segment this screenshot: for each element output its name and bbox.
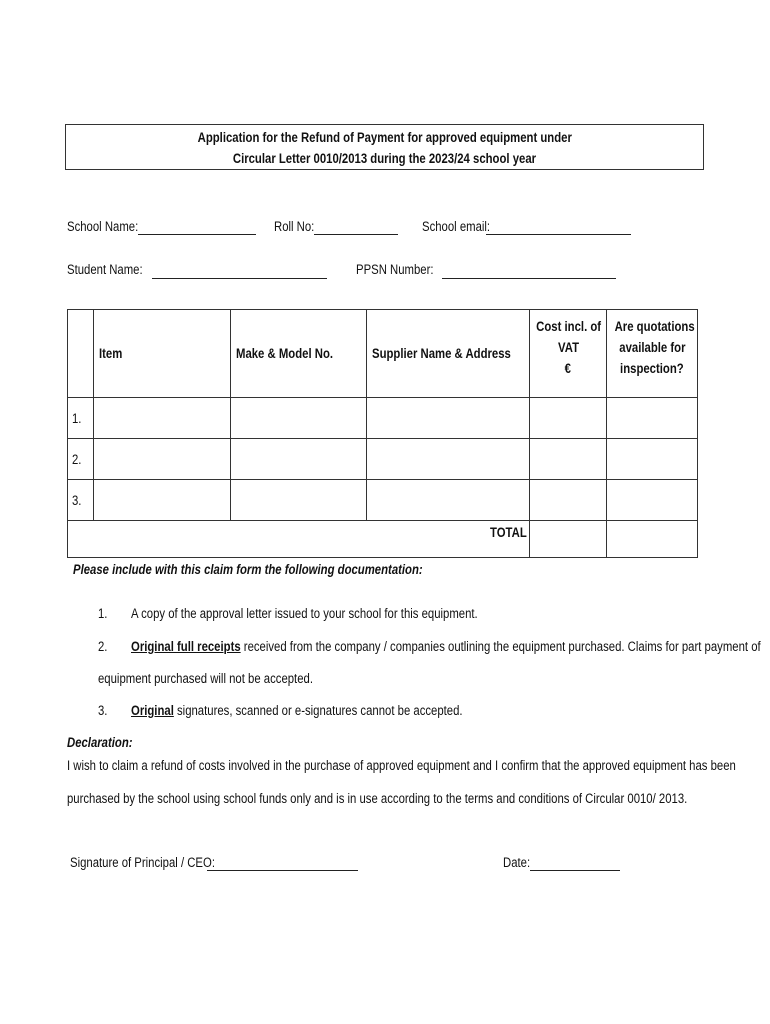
header-number (68, 310, 94, 398)
doc-item2-number: 2. (98, 639, 108, 654)
doc-item3-text: Original signatures, scanned or e-signatures cannot be accepted. (131, 703, 463, 718)
cell-supplier[interactable] (367, 398, 530, 439)
roll-no-field[interactable] (314, 234, 398, 235)
row-number: 3. (68, 480, 94, 521)
table-header-row (68, 310, 698, 398)
student-name-label: Student Name: (67, 262, 143, 277)
student-name-field[interactable] (152, 278, 327, 279)
cell-total-cost[interactable] (530, 521, 607, 558)
date-label: Date: (503, 855, 531, 870)
doc-item1-number: 1. (98, 606, 108, 621)
ppsn-label: PPSN Number: (356, 262, 434, 277)
cell-item[interactable] (94, 480, 231, 521)
form-title-line2: Circular Letter 0010/2013 during the 2023/24 school year (232, 151, 537, 166)
cell-quotations[interactable] (607, 398, 698, 439)
cell-quotations[interactable] (607, 480, 698, 521)
header-supplier: Supplier Name & Address (367, 310, 530, 398)
school-name-label: School Name: (67, 219, 139, 234)
cell-make-model[interactable] (231, 439, 367, 480)
declaration-line1: I wish to claim a refund of costs involved in the purchase of approved equipment and I confirm that the approved equipment has been (67, 758, 736, 773)
cell-supplier[interactable] (367, 480, 530, 521)
header-cost: Cost incl. of VAT € (530, 310, 607, 398)
cell-cost[interactable] (530, 480, 607, 521)
cell-make-model[interactable] (231, 480, 367, 521)
form-title-line1: Application for the Refund of Payment for approved equipment under (197, 130, 572, 145)
school-email-field[interactable] (486, 234, 631, 235)
form-title-box (65, 124, 704, 170)
row-number: 2. (68, 439, 94, 480)
row-number: 1. (68, 398, 94, 439)
table-row (68, 480, 698, 521)
table-row (68, 439, 698, 480)
table-row (68, 398, 698, 439)
doc-item2-continuation: equipment purchased will not be accepted. (98, 671, 313, 686)
declaration-line2: purchased by the school using school funds only and is in use according to the terms and conditions of Circular 0010/ 2013. (67, 791, 688, 806)
roll-no-label: Roll No: (274, 219, 315, 234)
table-total-row (68, 521, 698, 558)
cell-total-quotations[interactable] (607, 521, 698, 558)
school-name-field[interactable] (138, 234, 256, 235)
cell-item[interactable] (94, 398, 231, 439)
documentation-heading: Please include with this claim form the following documentation: (73, 562, 423, 577)
cell-quotations[interactable] (607, 439, 698, 480)
ppsn-field[interactable] (442, 278, 616, 279)
principal-signature-field[interactable] (207, 870, 358, 871)
cell-cost[interactable] (530, 398, 607, 439)
doc-item3-number: 3. (98, 703, 108, 718)
cell-cost[interactable] (530, 439, 607, 480)
header-make-model: Make & Model No. (231, 310, 367, 398)
declaration-heading: Declaration: (67, 735, 133, 750)
cell-make-model[interactable] (231, 398, 367, 439)
equipment-table (67, 309, 698, 558)
date-field[interactable] (530, 870, 620, 871)
school-email-label: School email: (422, 219, 491, 234)
header-item: Item (94, 310, 231, 398)
header-quotations: Are quotations available for inspection? (607, 310, 698, 398)
total-label: TOTAL (68, 521, 530, 558)
cell-item[interactable] (94, 439, 231, 480)
doc-item2-text: Original full receipts received from the company / companies outlining the equipment purchased. Claims for part payment of (131, 639, 761, 654)
principal-signature-label: Signature of Principal / CEO: (70, 855, 215, 870)
cell-supplier[interactable] (367, 439, 530, 480)
doc-item1-text: A copy of the approval letter issued to your school for this equipment. (131, 606, 478, 621)
